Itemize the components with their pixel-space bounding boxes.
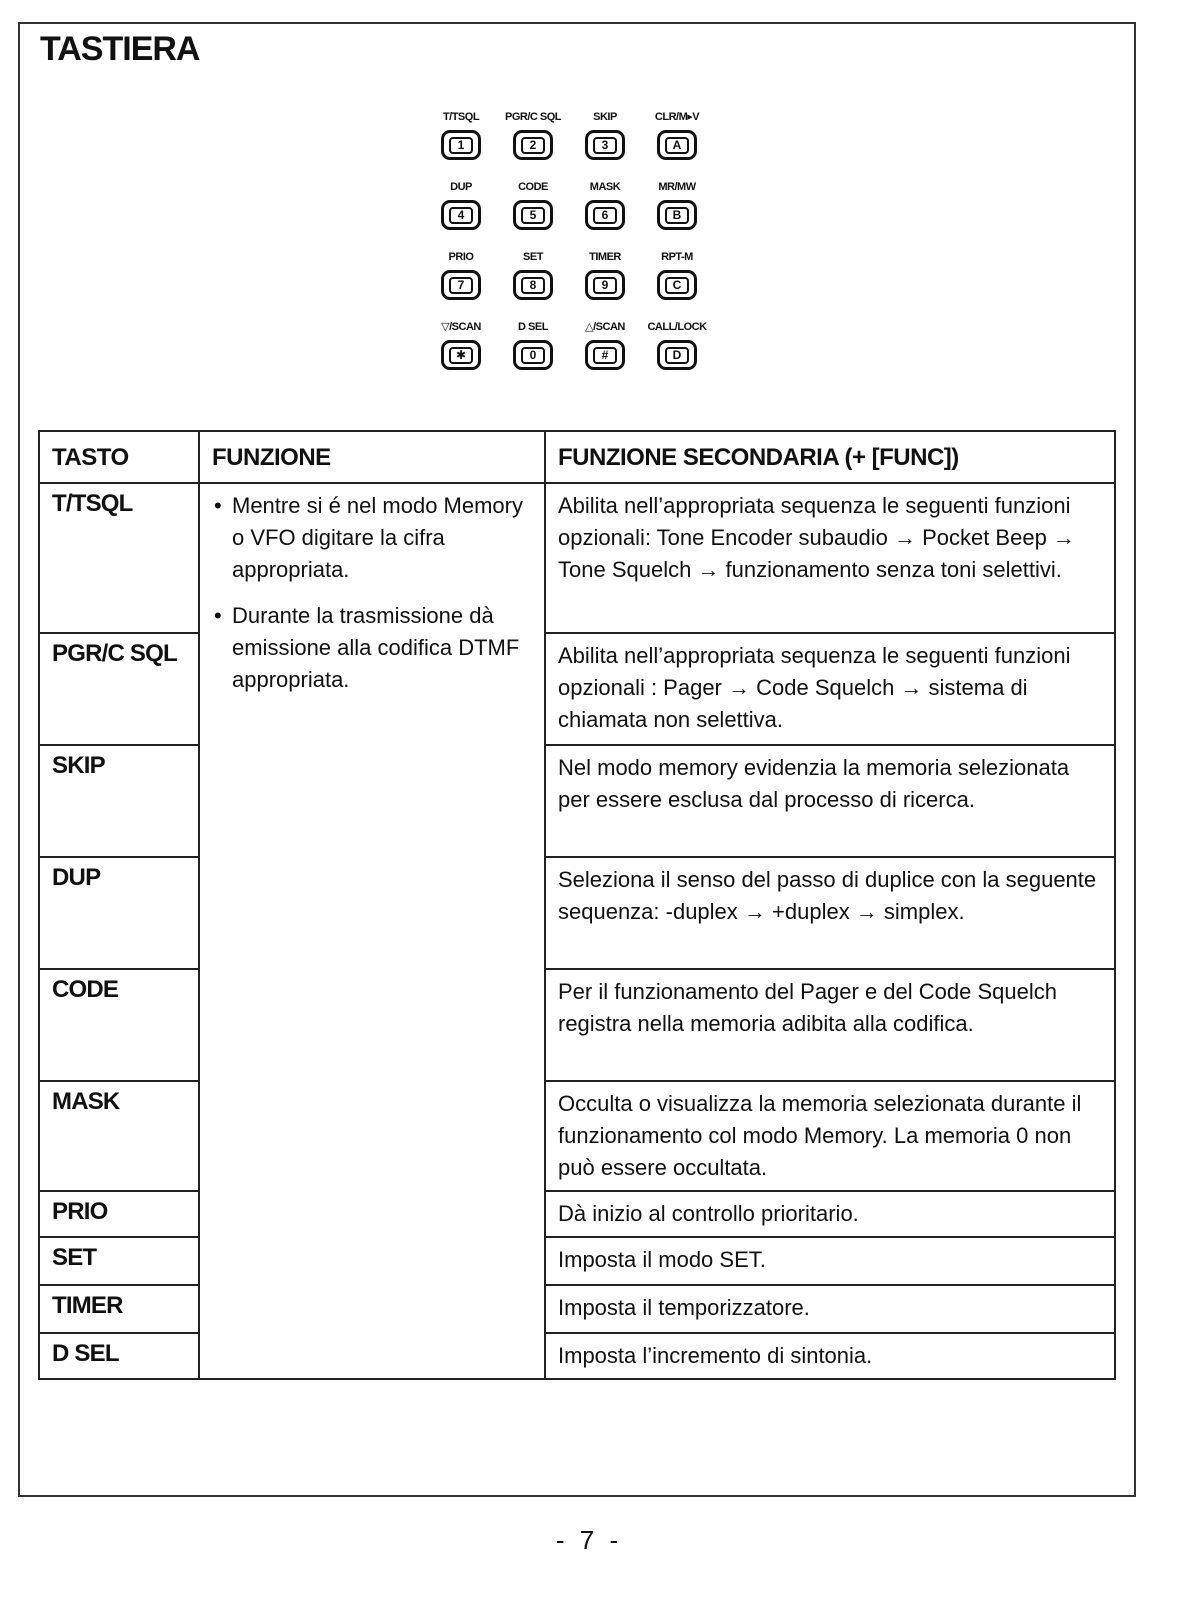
key-label: RPT-M (661, 251, 693, 263)
key-button (585, 200, 625, 230)
secondary-cell: Seleziona il senso del passo di duplice con la seguente sequenza: -duplex → +duplex → simplex. (545, 857, 1115, 969)
key-glyph: A (665, 137, 689, 154)
key-label: SET (523, 251, 543, 263)
keypad-row (425, 250, 725, 320)
key-code (497, 180, 569, 250)
header-funzione: FUNZIONE (199, 431, 545, 483)
key-cell: DUP (39, 857, 199, 969)
secondary-cell: Occulta o visualizza la memoria selezionata durante il funzionamento col modo Memory. La memoria 0 non può essere occultata. (545, 1081, 1115, 1191)
key-rpt-m (641, 250, 713, 320)
key-glyph: ✱ (449, 347, 473, 364)
key-label: MR/MW (658, 181, 696, 193)
key-button (513, 270, 553, 300)
keypad-diagram (425, 110, 725, 390)
key-glyph: 0 (521, 347, 545, 364)
key-label: ▽/SCAN (441, 321, 481, 333)
secondary-cell: Per il funzionamento del Pager e del Code Squelch registra nella memoria adibita alla codifica. (545, 969, 1115, 1081)
key-glyph: # (593, 347, 617, 364)
key-cell: SKIP (39, 745, 199, 857)
secondary-cell: Dà inizio al controllo prioritario. (545, 1191, 1115, 1237)
secondary-cell: Nel modo memory evidenzia la memoria selezionata per essere esclusa dal processo di ricerca. (545, 745, 1115, 857)
key-button (585, 340, 625, 370)
key-button (513, 130, 553, 160)
key-label: CALL/LOCK (647, 321, 707, 333)
table-row (39, 483, 1115, 633)
key-label: D SEL (518, 321, 548, 333)
key-cell: PRIO (39, 1191, 199, 1237)
key-dup (425, 180, 497, 250)
secondary-cell: Imposta il modo SET. (545, 1237, 1115, 1285)
key-glyph: 4 (449, 207, 473, 224)
header-tasto: TASTO (39, 431, 199, 483)
key-glyph: C (665, 277, 689, 294)
secondary-cell: Imposta l’incremento di sintonia. (545, 1333, 1115, 1379)
key-prio (425, 250, 497, 320)
function-cell (199, 483, 545, 1379)
key-t-tsql (425, 110, 497, 180)
key-glyph: 2 (521, 137, 545, 154)
key-button (657, 130, 697, 160)
key-pgr-c-sql (497, 110, 569, 180)
keypad-row (425, 110, 725, 180)
key-glyph: B (665, 207, 689, 224)
key-button (441, 340, 481, 370)
key-up-scan (569, 320, 641, 390)
key-label: DUP (450, 181, 472, 193)
key-button (585, 270, 625, 300)
key-label: TIMER (589, 251, 621, 263)
key-label: PRIO (448, 251, 474, 263)
key-label: MASK (589, 181, 621, 193)
secondary-cell: Abilita nell’appropriata sequenza le seguenti funzioni opzionali: Tone Encoder subaudio → Pocket Beep → Tone Squelch → funzionamento senza toni selettivi. (545, 483, 1115, 633)
key-button (657, 200, 697, 230)
key-cell: MASK (39, 1081, 199, 1191)
function-list (212, 490, 536, 696)
key-call-lock (641, 320, 713, 390)
key-cell: SET (39, 1237, 199, 1285)
key-button (585, 130, 625, 160)
key-label: CLR/M▸V (654, 111, 700, 123)
key-cell: PGR/C SQL (39, 633, 199, 745)
key-label: SKIP (593, 111, 617, 123)
key-mask (569, 180, 641, 250)
key-set (497, 250, 569, 320)
page-title: TASTIERA (40, 30, 200, 68)
key-cell: TIMER (39, 1285, 199, 1333)
key-glyph: 1 (449, 137, 473, 154)
key-function-table (38, 430, 1116, 1380)
header-funzione-secondaria: FUNZIONE SECONDARIA (+ [FUNC]) (545, 431, 1115, 483)
function-bullet: • Durante la trasmissione dà emissione alla codifica DTMF appropriata. (212, 600, 536, 696)
secondary-cell: Abilita nell’appropriata sequenza le seguenti funzioni opzionali : Pager → Code Squelch → sistema di chiamata non selettiva. (545, 633, 1115, 745)
key-button (441, 130, 481, 160)
key-button (657, 340, 697, 370)
key-glyph: 5 (521, 207, 545, 224)
key-mr-mw (641, 180, 713, 250)
key-glyph: D (665, 347, 689, 364)
key-button (513, 340, 553, 370)
key-button (657, 270, 697, 300)
key-glyph: 9 (593, 277, 617, 294)
key-cell: T/TSQL (39, 483, 199, 633)
function-bullet: • Mentre si é nel modo Memory o VFO digitare la cifra appropriata. (212, 490, 536, 586)
key-label: PGR/C SQL (504, 111, 561, 123)
key-label: △/SCAN (585, 321, 625, 333)
key-glyph: 7 (449, 277, 473, 294)
key-label: T/TSQL (442, 111, 480, 123)
key-skip (569, 110, 641, 180)
key-button (441, 200, 481, 230)
key-timer (569, 250, 641, 320)
key-cell: CODE (39, 969, 199, 1081)
page-number: - 7 - (555, 1525, 623, 1555)
key-button (513, 200, 553, 230)
key-cell: D SEL (39, 1333, 199, 1379)
key-label: CODE (518, 181, 548, 193)
key-glyph: 3 (593, 137, 617, 154)
key-down-scan (425, 320, 497, 390)
key-button (441, 270, 481, 300)
secondary-cell: Imposta il temporizzatore. (545, 1285, 1115, 1333)
keypad-row (425, 180, 725, 250)
key-glyph: 6 (593, 207, 617, 224)
key-glyph: 8 (521, 277, 545, 294)
key-d-sel (497, 320, 569, 390)
key-clr-m-v (641, 110, 713, 180)
table-header-row (39, 431, 1115, 483)
keypad-row (425, 320, 725, 390)
